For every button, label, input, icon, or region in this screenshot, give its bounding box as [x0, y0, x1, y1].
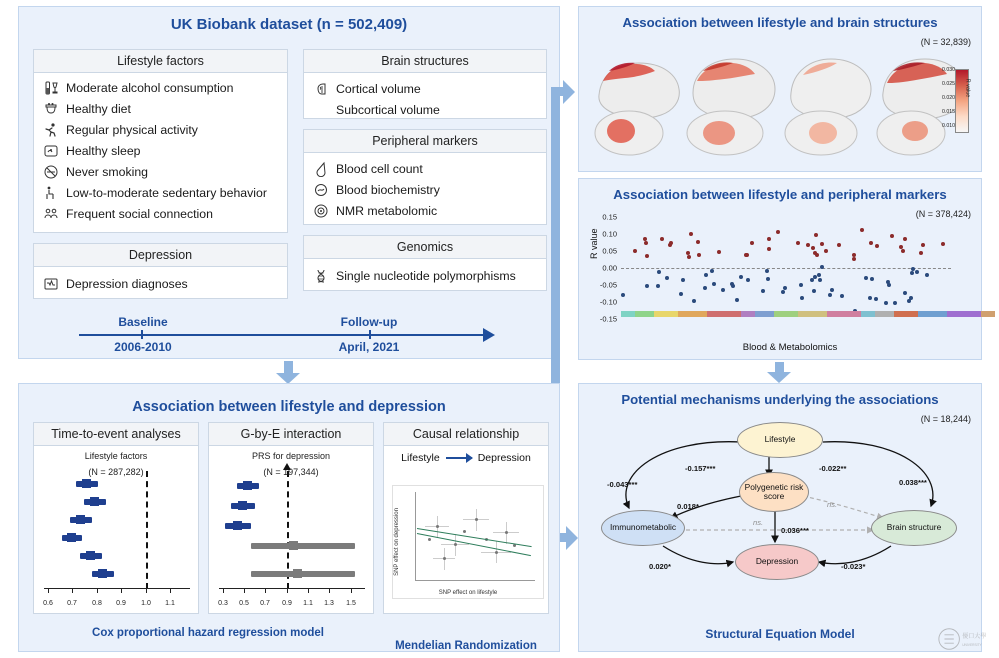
- scatter-point: [941, 242, 945, 246]
- list-item-label: Regular physical activity: [66, 122, 198, 137]
- scatter-point: [687, 255, 691, 259]
- scatter-point: [746, 278, 750, 282]
- scatter-point: [681, 278, 685, 282]
- peripheral-sample-size: (N = 378,424): [915, 209, 971, 219]
- scatter-point: [783, 286, 787, 290]
- measures-column: [303, 49, 547, 291]
- scatter-point: [818, 278, 822, 282]
- scatter-point: [712, 282, 716, 286]
- category-strip-segment: [678, 311, 707, 317]
- peripheral-ytick: 0.15: [602, 212, 617, 222]
- scatter-point: [735, 298, 739, 302]
- gxe-interaction-box: [208, 422, 374, 614]
- genomics-box: [303, 235, 547, 291]
- list-item-label: Blood cell count: [336, 161, 423, 176]
- list-item: [304, 78, 546, 99]
- sem-edge-label: -0.023*: [841, 562, 866, 571]
- gxe-header: G-by-E interaction: [209, 423, 373, 446]
- colorbar-tick: 0.015: [942, 109, 955, 115]
- uk-biobank-dataset-panel: [18, 6, 560, 359]
- peripheral-category-strip: [621, 311, 951, 317]
- prs-estimate-ns: [251, 571, 355, 577]
- scatter-point: [645, 254, 649, 258]
- scatter-point: [852, 257, 856, 261]
- scatter-point: [915, 270, 919, 274]
- scatter-point: [621, 293, 625, 297]
- mr-xlabel: SNP effect on lifestyle: [438, 590, 498, 596]
- scatter-point: [814, 233, 818, 237]
- timeline-baseline-date: 2006-2010: [114, 340, 172, 354]
- lifestyle-factors-header: Lifestyle factors: [34, 50, 287, 73]
- scatter-point: [852, 253, 856, 257]
- scatter-point: [903, 291, 907, 295]
- forest-plot-lifestyle: [40, 471, 194, 607]
- sem-edge-label: 0.038***: [899, 478, 927, 487]
- peripheral-xlabel: Blood & Metabolomics: [742, 342, 838, 353]
- scatter-point: [815, 253, 819, 257]
- causal-exposure-label: Lifestyle: [401, 452, 440, 464]
- scatter-point: [767, 247, 771, 251]
- lifestyle-depression-panel: [18, 383, 560, 652]
- peripheral-ytick: 0.00: [602, 263, 617, 273]
- timeline-followup-date: April, 2021: [338, 340, 400, 354]
- list-item: [34, 161, 287, 182]
- sem-node-immunometabolic: Immunometabolic: [601, 510, 685, 546]
- prs-xtick: 0.5: [239, 600, 249, 607]
- scatter-point: [870, 277, 874, 281]
- scatter-point: [644, 241, 648, 245]
- connector-right-arrow-top-icon: [563, 80, 575, 104]
- scatter-point: [731, 284, 735, 288]
- forest-estimate: [62, 535, 82, 541]
- list-item: [304, 265, 546, 286]
- prs-axis: [219, 588, 365, 589]
- scatter-point: [810, 278, 814, 282]
- peripheral-scatter-plot: [621, 211, 951, 329]
- category-strip-segment: [635, 311, 654, 317]
- forest-estimate: [76, 481, 98, 487]
- list-item: [304, 179, 546, 200]
- test-tube-icon: [312, 181, 329, 198]
- diagnosis-icon: [42, 275, 59, 292]
- causal-relationship-box: [383, 422, 549, 652]
- scatter-point: [817, 273, 821, 277]
- brain-structures-header: Brain structures: [304, 50, 546, 73]
- brain-render-group: [589, 37, 973, 165]
- scatter-point: [901, 249, 905, 253]
- lifestyle-factors-box: [33, 49, 288, 233]
- scatter-point: [689, 232, 693, 236]
- scatter-point: [903, 237, 907, 241]
- depression-header: Depression: [34, 244, 287, 267]
- list-item: [34, 98, 287, 119]
- mendelian-randomization-footer: Mendelian Randomization: [395, 640, 537, 652]
- list-item-label: NMR metabolomic: [336, 203, 438, 218]
- scatter-point: [633, 249, 637, 253]
- blank-icon: [312, 101, 329, 118]
- scatter-point: [739, 275, 743, 279]
- list-item: [304, 99, 546, 120]
- time-to-event-caption-1: Lifestyle factors: [84, 451, 148, 461]
- right-arrow-icon: [446, 457, 472, 459]
- blood-drop-icon: [312, 160, 329, 177]
- category-strip-segment: [981, 311, 995, 317]
- scatter-point: [799, 283, 803, 287]
- forest-xtick: 0.9: [116, 600, 126, 607]
- prs-estimate: [225, 523, 251, 529]
- forest-estimate: [80, 553, 102, 559]
- mr-x-axis: [415, 580, 535, 581]
- forest-estimate: [84, 499, 106, 505]
- depression-box: [33, 243, 288, 299]
- forest-axis: [44, 588, 190, 589]
- causal-outcome-label: Depression: [477, 452, 531, 464]
- mechanisms-panel: [578, 383, 982, 652]
- scatter-point: [875, 244, 879, 248]
- sem-edge-label-ns: ns.: [753, 518, 764, 527]
- list-item: [34, 182, 287, 203]
- timeline-line: [79, 334, 485, 336]
- prs-xtick: 0.7: [260, 600, 270, 607]
- gxe-caption-1: PRS for depression: [251, 451, 331, 461]
- list-item: [34, 77, 287, 98]
- forest-reference-line: [146, 471, 148, 589]
- timeline-tick-followup: [369, 330, 371, 339]
- scatter-point: [884, 301, 888, 305]
- no-smoking-icon: [42, 163, 59, 180]
- scatter-point: [765, 269, 769, 273]
- list-item-label: Blood biochemistry: [336, 182, 440, 197]
- list-item-label: Moderate alcohol consumption: [66, 80, 234, 95]
- list-item-label: Never smoking: [66, 164, 149, 179]
- scatter-point: [869, 241, 873, 245]
- scatter-point: [660, 237, 664, 241]
- panel-title-peripheral: Association between lifestyle and peripheral markers: [613, 187, 947, 202]
- peripheral-ytick: 0.05: [602, 246, 617, 256]
- sem-edge-label: -0.157***: [685, 464, 716, 473]
- category-strip-segment: [947, 311, 981, 317]
- prs-axis-arrow-icon: [283, 463, 291, 470]
- scatter-point: [811, 246, 815, 250]
- scatter-point: [893, 301, 897, 305]
- analysis-boxes: [33, 422, 549, 652]
- sem-node-brain-structure: Brain structure: [871, 510, 957, 546]
- scatter-point: [919, 251, 923, 255]
- connector-into-mech-arrow-icon: [566, 526, 578, 550]
- list-item-label: Subcortical volume: [336, 102, 440, 117]
- peripheral-markers-header: Peripheral markers: [304, 130, 546, 153]
- panel-title-dataset: UK Biobank dataset (n = 502,409): [170, 16, 408, 33]
- list-item-label: Frequent social connection: [66, 206, 213, 221]
- scatter-point: [781, 290, 785, 294]
- category-strip-segment: [827, 311, 861, 317]
- colorbar-tick: 0.030: [942, 67, 955, 73]
- sem-edge-label: -0.043***: [607, 480, 638, 489]
- list-item-label: Single nucleotide polymorphisms: [336, 268, 516, 283]
- colorbar-title: R value: [964, 78, 971, 98]
- prs-estimate: [231, 503, 255, 509]
- svg-text:UNIVERSITY: UNIVERSITY: [962, 643, 982, 647]
- scatter-point: [669, 241, 673, 245]
- genomics-header: Genomics: [304, 236, 546, 259]
- list-item: [304, 200, 546, 221]
- svg-text:優口大學: 優口大學: [962, 634, 987, 641]
- scatter-point: [703, 286, 707, 290]
- study-timeline: [79, 315, 509, 355]
- sem-edge-label: 0.018*: [677, 502, 699, 511]
- peripheral-ytick: -0.15: [599, 314, 617, 324]
- connector-periph-mech-arrow-icon: [767, 372, 791, 383]
- scatter-point: [840, 294, 844, 298]
- diet-icon: [42, 100, 59, 117]
- activity-icon: [42, 121, 59, 138]
- colorbar-tick: 0.025: [942, 81, 955, 87]
- causal-arrow-row: [384, 452, 548, 464]
- sem-diagram: [591, 414, 971, 619]
- panel-title-mechanisms: Potential mechanisms underlying the associations: [621, 392, 939, 407]
- mr-y-axis: [415, 492, 416, 580]
- sem-node-depression: Depression: [735, 544, 819, 580]
- peripheral-ylabel: R value: [589, 228, 599, 259]
- mr-scatter-plot: [392, 485, 544, 599]
- panel-title-lifestyle-depression: Association between lifestyle and depression: [132, 399, 446, 415]
- prs-xtick: 1.3: [324, 600, 334, 607]
- metabolomic-icon: [312, 202, 329, 219]
- brain-sample-size: (N = 32,839): [920, 37, 971, 47]
- list-item-label: Healthy sleep: [66, 143, 141, 158]
- forest-xtick: 0.6: [43, 600, 53, 607]
- dna-icon: [312, 267, 329, 284]
- prs-xtick: 0.9: [282, 600, 292, 607]
- prs-xtick: 1.5: [346, 600, 356, 607]
- category-strip-segment: [654, 311, 678, 317]
- list-item-label: Healthy diet: [66, 101, 131, 116]
- category-strip-segment: [707, 311, 741, 317]
- scatter-point: [767, 237, 771, 241]
- forest-estimate: [70, 517, 92, 523]
- scatter-point: [812, 289, 816, 293]
- forest-xtick: 0.8: [92, 600, 102, 607]
- category-strip-segment: [774, 311, 798, 317]
- peripheral-ytick: 0.10: [602, 229, 617, 239]
- forest-xtick: 1.0: [141, 600, 151, 607]
- scatter-point: [886, 280, 890, 284]
- colorbar-tick: 0.010: [942, 123, 955, 129]
- category-strip-segment: [741, 311, 755, 317]
- forest-estimate: [92, 571, 114, 577]
- scatter-point: [686, 251, 690, 255]
- scatter-point: [890, 234, 894, 238]
- sem-edge-label-ns: ns.: [827, 500, 838, 509]
- brain-structures-box: [303, 49, 547, 119]
- category-strip-segment: [621, 311, 635, 317]
- scatter-point: [800, 296, 804, 300]
- scatter-point: [911, 267, 915, 271]
- list-item: [34, 203, 287, 224]
- scatter-point: [656, 284, 660, 288]
- category-strip-segment: [918, 311, 947, 317]
- colorbar-tick: 0.020: [942, 95, 955, 101]
- scatter-point: [806, 243, 810, 247]
- scatter-point: [679, 292, 683, 296]
- time-to-event-caption-2: (N = 287,282): [88, 467, 144, 477]
- prs-xtick: 1.1: [303, 600, 313, 607]
- scatter-point: [776, 230, 780, 234]
- mechanisms-sample-size: (N = 18,244): [920, 414, 971, 424]
- panel-title-brain: Association between lifestyle and brain structures: [622, 15, 938, 30]
- social-icon: [42, 205, 59, 222]
- scatter-point: [820, 242, 824, 246]
- scatter-point: [692, 299, 696, 303]
- timeline-tick-baseline: [141, 330, 143, 339]
- mr-ylabel: SNP effect on depression: [394, 508, 400, 576]
- scatter-point: [830, 288, 834, 292]
- peripheral-zero-line: [621, 268, 951, 270]
- scatter-point: [710, 269, 714, 273]
- sem-edge-label: -0.022**: [819, 464, 847, 473]
- scatter-point: [828, 293, 832, 297]
- sem-node-lifestyle: Lifestyle: [737, 422, 823, 458]
- peripheral-markers-panel: [578, 178, 982, 360]
- lifestyle-column: [33, 49, 288, 299]
- sleep-icon: [42, 142, 59, 159]
- scatter-point: [766, 277, 770, 281]
- scatter-point: [921, 243, 925, 247]
- scatter-point: [824, 249, 828, 253]
- category-strip-segment: [894, 311, 918, 317]
- scatter-point: [721, 288, 725, 292]
- timeline-baseline-label: Baseline: [118, 315, 168, 329]
- forest-xtick: 0.7: [67, 600, 77, 607]
- scatter-point: [696, 240, 700, 244]
- brain-icon: [312, 80, 329, 97]
- cox-model-footer: Cox proportional hazard regression model: [92, 627, 324, 639]
- alcohol-icon: [42, 79, 59, 96]
- scatter-point: [645, 284, 649, 288]
- sem-edge-label: 0.036***: [781, 526, 809, 535]
- list-item-label: Depression diagnoses: [66, 276, 188, 291]
- list-item: [304, 158, 546, 179]
- brain-surface-maps: [589, 37, 973, 165]
- list-item-label: Low-to-moderate sedentary behavior: [66, 185, 267, 200]
- gxe-caption-2: (N = 197,344): [263, 467, 319, 477]
- scatter-point: [697, 253, 701, 257]
- sem-node-prs: Polygenetic risk score: [739, 472, 809, 512]
- causal-header: Causal relationship: [384, 423, 548, 446]
- list-item: [34, 119, 287, 140]
- scatter-point: [796, 241, 800, 245]
- scatter-point: [874, 297, 878, 301]
- peripheral-ytick: -0.10: [599, 297, 617, 307]
- sem-footer: Structural Equation Model: [705, 627, 855, 641]
- scatter-point: [750, 241, 754, 245]
- list-item: [34, 273, 287, 294]
- scatter-point: [837, 243, 841, 247]
- prs-estimate: [237, 483, 259, 489]
- university-watermark-logo: [937, 622, 993, 656]
- scatter-point: [909, 296, 913, 300]
- scatter-point: [910, 271, 914, 275]
- list-item-label: Cortical volume: [336, 81, 421, 96]
- scatter-point: [761, 289, 765, 293]
- sedentary-icon: [42, 184, 59, 201]
- scatter-point: [704, 273, 708, 277]
- time-to-event-header: Time-to-event analyses: [34, 423, 198, 446]
- category-strip-segment: [755, 311, 774, 317]
- scatter-point: [868, 296, 872, 300]
- peripheral-ytick: -0.05: [599, 280, 617, 290]
- forest-plot-prs: [215, 471, 369, 607]
- brain-structures-panel: [578, 6, 982, 172]
- peripheral-markers-box: [303, 129, 547, 225]
- scatter-point: [864, 276, 868, 280]
- category-strip-segment: [875, 311, 894, 317]
- category-strip-segment: [861, 311, 875, 317]
- timeline-arrow-icon: [483, 328, 495, 342]
- list-item: [34, 140, 287, 161]
- scatter-point: [657, 270, 661, 274]
- prs-xtick: 0.3: [218, 600, 228, 607]
- timeline-followup-label: Follow-up: [340, 315, 398, 329]
- scatter-point: [717, 250, 721, 254]
- forest-xtick: 1.1: [165, 600, 175, 607]
- prs-estimate-ns: [251, 543, 355, 549]
- scatter-point: [860, 228, 864, 232]
- scatter-point: [665, 276, 669, 280]
- category-strip-segment: [798, 311, 827, 317]
- scatter-point: [925, 273, 929, 277]
- sem-edge-label: 0.020*: [649, 562, 671, 571]
